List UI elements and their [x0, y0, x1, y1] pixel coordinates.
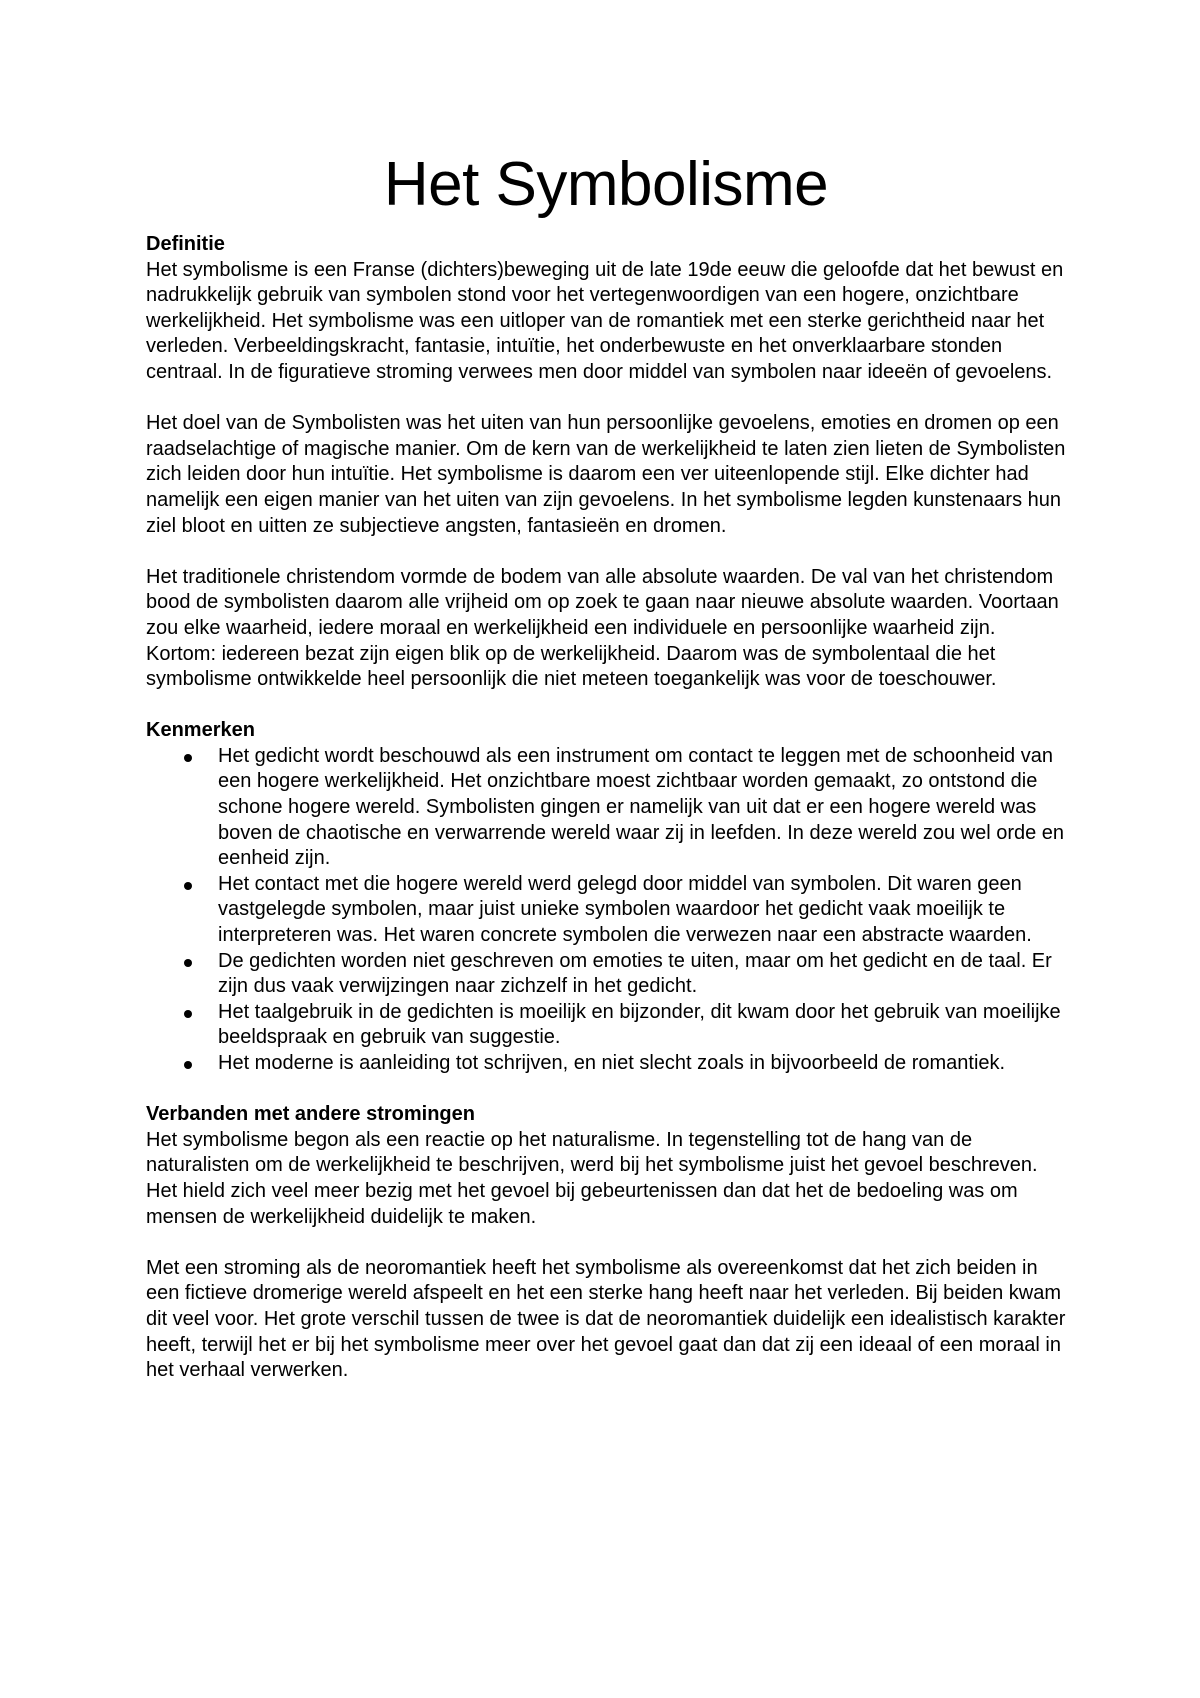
paragraph-gap — [146, 1077, 1066, 1103]
paragraph-gap — [146, 386, 1066, 412]
list-item — [218, 744, 1066, 872]
document-body — [146, 232, 1066, 1384]
section-heading-verbanden: Verbanden met andere stromingen — [146, 1103, 475, 1126]
paragraph: Het doel van de Symbolisten was het uiten van hun persoonlijke gevoelens, emoties en dromen op een raadselachtige of magische manier. Om de kern van de werkelijkheid te laten zien lieten de Symbolisten zich leiden door hun intuïtie. Het symbolisme is daarom een ver uiteenlopende stijl. Elke dichter had namelijk een eigen manier van het uiten van zijn gevoelens. In het symbolisme legden kunstenaars hun ziel bloot en uitten ze subjectieve angsten, fantasieën en dromen. — [146, 412, 1066, 537]
bullet-icon — [184, 1061, 192, 1069]
section-heading-kenmerken: Kenmerken — [146, 719, 255, 742]
bullet-icon — [184, 959, 192, 967]
list-item-text: Het gedicht wordt beschouwd als een instrument om contact te leggen met de schoonheid van een hogere werkelijkheid. Het onzichtbare moest zichtbaar worden gemaakt, zo ontstond die schone hogere wereld. Symbolisten gingen er namelijk van uit dat er een hogere wereld was boven de chaotische en verwarrende wereld waar zij in leefden. In deze wereld zou wel orde en eenheid zijn. — [218, 744, 1065, 870]
list-item — [218, 1051, 1066, 1077]
bullet-icon — [184, 1010, 192, 1018]
paragraph-gap — [146, 1230, 1066, 1256]
list-item-text: De gedichten worden niet geschreven om emoties te uiten, maar om het gedicht en de taal. Er zijn dus vaak verwijzingen naar zichzelf in het gedicht. — [218, 949, 1052, 998]
bullet-icon — [184, 882, 192, 890]
list-item-text: Het contact met die hogere wereld werd gelegd door middel van symbolen. Dit waren geen vastgelegde symbolen, maar juist unieke symbolen waardoor het gedicht vaak moeilijk te interpreteren was. Het waren concrete symbolen die verwezen naar een abstracte waarden. — [218, 872, 1032, 947]
paragraph-gap — [146, 693, 1066, 719]
list-item — [218, 1000, 1066, 1051]
paragraph: Met een stroming als de neoromantiek heeft het symbolisme als overeenkomst dat het zich beiden in een fictieve dromerige wereld afspeelt en het een sterke hang heeft naar het verleden. Bij beiden kwam dit veel voor. Het grote verschil tussen de twee is dat de neoromantiek duidelijk een idealistisch karakter heeft, terwijl het er bij het symbolisme meer over het gevoel gaat dan dat zij een ideaal of een moraal in het verhaal verwerken. — [146, 1256, 1066, 1382]
paragraph: Het symbolisme begon als een reactie op het naturalisme. In tegenstelling tot de hang van de naturalisten om de werkelijkheid te beschrijven, werd bij het symbolisme juist het gevoel beschreven. Het hield zich veel meer bezig met het gevoel bij gebeurtenissen dan dat het de bedoeling was om mensen de werkelijkheid duidelijk te maken. — [146, 1128, 1038, 1228]
kenmerken-list — [146, 744, 1066, 1077]
paragraph: Het traditionele christendom vormde de bodem van alle absolute waarden. De val van het christendom bood de symbolisten daarom alle vrijheid om op zoek te gaan naar nieuwe absolute waarden. Voortaan zou elke waarheid, iedere moraal en werkelijkheid een individuele en persoonlijke waarheid zijn. Kortom: iedereen bezat zijn eigen blik op de werkelijkheid. Daarom was de symbolentaal die het symbolisme ontwikkelde heel persoonlijk die niet meteen toegankelijk was voor de toeschouwer. — [146, 565, 1059, 691]
page-title: Het Symbolisme — [383, 150, 829, 219]
list-item-text: Het moderne is aanleiding tot schrijven, en niet slecht zoals in bijvoorbeeld de romantiek. — [218, 1052, 1006, 1074]
list-item — [218, 872, 1066, 949]
paragraph-gap — [146, 539, 1066, 565]
paragraph: Het symbolisme is een Franse (dichters)beweging uit de late 19de eeuw die geloofde dat het bewust en nadrukkelijk gebruik van symbolen stond voor het vertegenwoordigen van een hogere, onzichtbare werkelijkheid. Het symbolisme was een uitloper van de romantiek met een sterke gerichtheid naar het verleden. Verbeeldingskracht, fantasie, intuïtie, het onderbewuste en het onverklaarbare stonden centraal. In de figuratieve stroming verwees men door middel van symbolen naar ideeën of gevoelens. — [146, 258, 1064, 383]
section-heading-definitie: Definitie — [146, 233, 225, 255]
list-item-text: Het taalgebruik in de gedichten is moeilijk en bijzonder, dit kwam door het gebruik van moeilijke beeldspraak en gebruik van suggestie. — [218, 1000, 1061, 1049]
bullet-icon — [184, 754, 192, 762]
list-item — [218, 949, 1066, 1000]
